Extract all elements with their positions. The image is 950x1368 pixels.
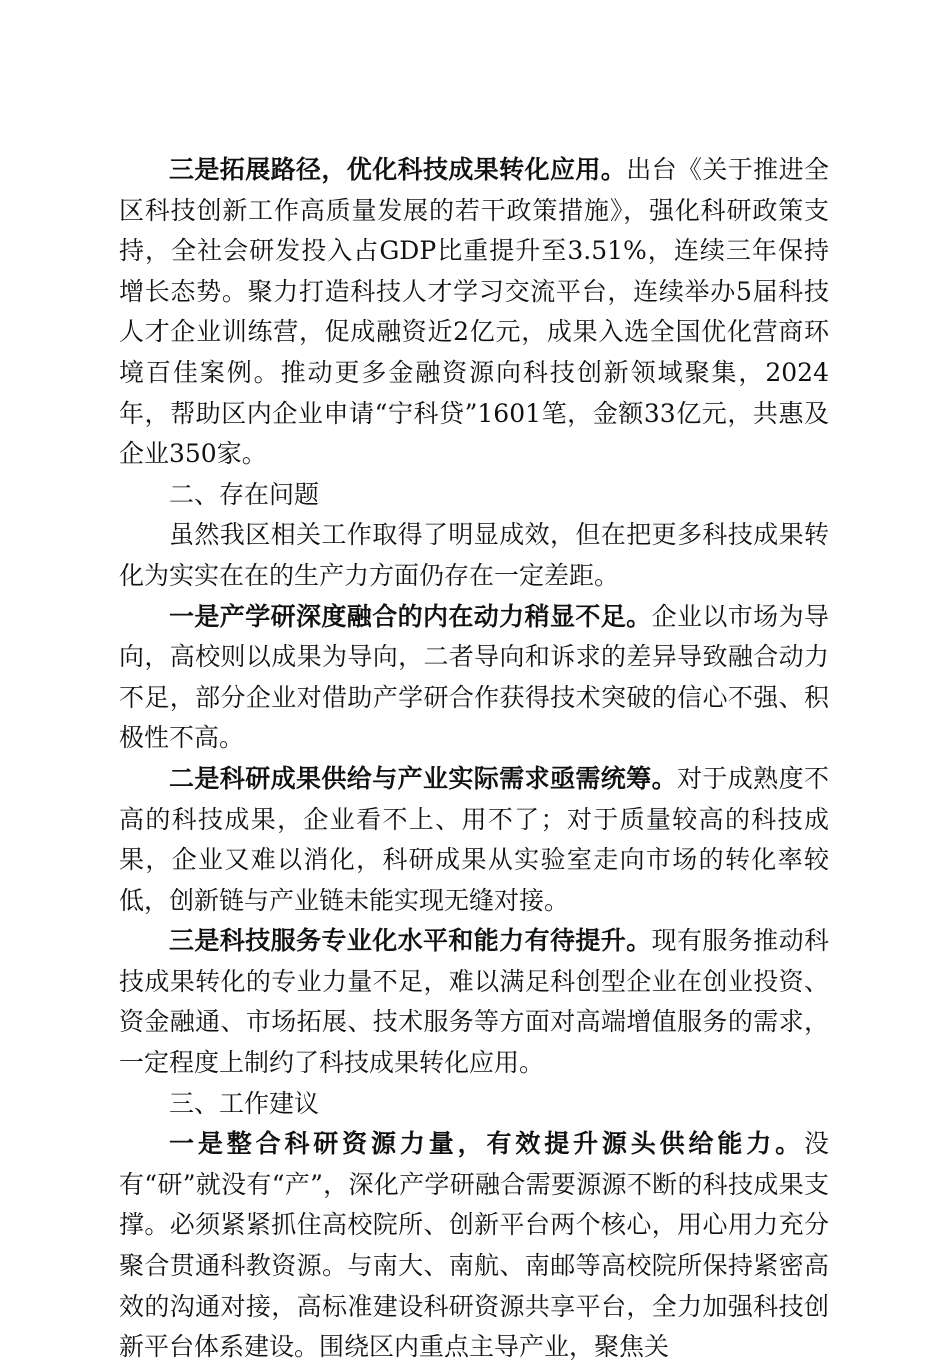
- paragraph-text: 企业以市场为导向，高校则以成果为导向，二者导向和诉求的差异导致融合动力不足，部分企业对借助产学研合作获得技术突破的信心不强、积极性不高。: [119, 601, 829, 753]
- paragraph-lead: 三是科技服务专业化水平和能力有待提升。: [169, 926, 652, 956]
- paragraph-problems-intro: [119, 515, 829, 596]
- section-heading-problems: 二、存在问题: [169, 479, 320, 509]
- document-body: [119, 150, 829, 1368]
- paragraph-lead: 一是整合科研资源力量，有效提升源头供给能力。: [169, 1129, 804, 1159]
- paragraph-problem-one: [119, 597, 829, 759]
- paragraph-lead: 三是拓展路径，优化科技成果转化应用。: [169, 155, 627, 184]
- paragraph-problem-three: [119, 921, 829, 1083]
- paragraph-expand-paths: [119, 150, 829, 475]
- paragraph-text: 没有“研”就没有“产”，深化产学研融合需要源源不断的科技成果支撑。必须紧紧抓住高校院所、创新平台两个核心，用心用力充分聚合贯通科教资源。与南大、南航、南邮等高校院所保持紧密高效的沟通对接，高标准建设科研资源共享平台，全力加强科技创新平台体系建设。围绕区内重点主导产业，聚焦关: [119, 1129, 829, 1362]
- paragraph-text: 对于成熟度不高的科技成果，企业看不上、用不了；对于质量较高的科技成果，企业又难以消化，科研成果从实验室走向市场的转化率较低，创新链与产业链未能实现无缝对接。: [119, 763, 829, 915]
- section-heading-suggestions: 三、工作建议: [169, 1088, 320, 1118]
- paragraph-text: 现有服务推动科技成果转化的专业力量不足，难以满足科创型企业在创业投资、资金融通、市场拓展、技术服务等方面对高端增值服务的需求，一定程度上制约了科技成果转化应用。: [119, 926, 829, 1078]
- paragraph-problem-two: [119, 759, 829, 921]
- paragraph-text: 出台《关于推进全区科技创新工作高质量发展的若干政策措施》，强化科研政策支持，全社会研发投入占GDP比重提升至3.51%，连续三年保持增长态势。聚力打造科技人才学习交流平台，连续举办5届科技人才企业训练营，促成融资近2亿元，成果入选全国优化营商环境百佳案例。推动更多金融资源向科技创新领域聚集，2024年，帮助区内企业申请“宁科贷”1601笔，金额33亿元，共惠及企业350家。: [119, 155, 829, 469]
- paragraph-text: 虽然我区相关工作取得了明显成效，但在把更多科技成果转化为实实在在的生产力方面仍存在一定差距。: [119, 520, 829, 590]
- paragraph-lead: 二是科研成果供给与产业实际需求亟需统筹。: [169, 763, 677, 793]
- paragraph-suggestion-one: [119, 1124, 829, 1368]
- paragraph-lead: 一是产学研深度融合的内在动力稍显不足。: [169, 601, 652, 631]
